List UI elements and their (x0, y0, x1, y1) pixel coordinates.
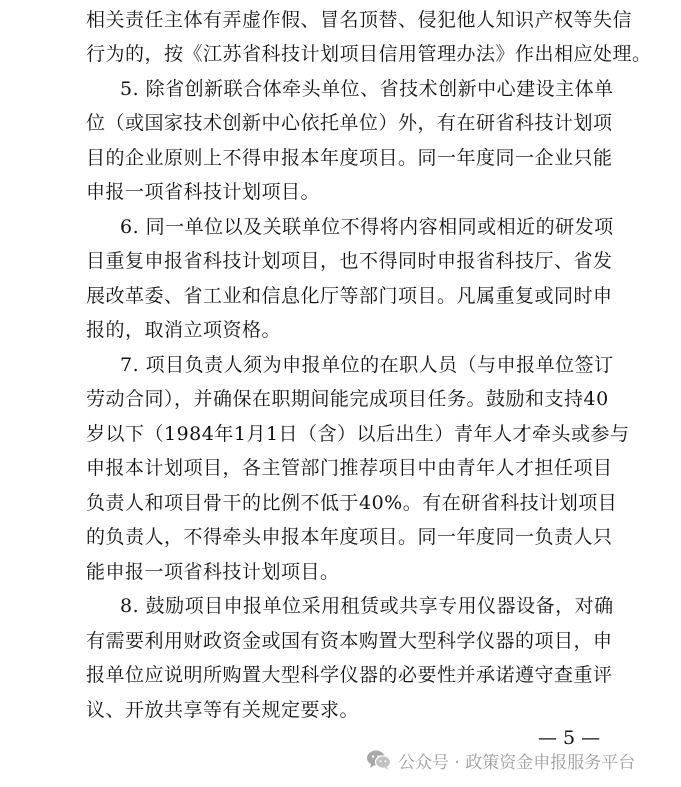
paragraph-line: 能申报一项省科技计划项目。 (86, 561, 340, 583)
watermark (366, 746, 635, 774)
watermark-text: 公众号 · 政策资金申报服务平台 (398, 752, 636, 773)
wechat-icon (366, 749, 392, 771)
paragraph-line: 行为的，按《江苏省科技计划项目信用管理办法》作出相应处理。 (86, 43, 652, 65)
paragraph-line: 负责人和项目骨干的比例不低于40%。有在研省科技计划项目 (86, 492, 618, 514)
paragraph-line: 8. 鼓励项目申报单位采用租赁或共享专用仪器设备，对确 (120, 595, 614, 617)
paragraph-line: 劳动合同），并确保在职期间能完成项目任务。鼓励和支持40 (86, 388, 609, 410)
paragraph-line: 报的，取消立项资格。 (86, 319, 282, 341)
page-number: — 5 — (538, 727, 601, 749)
paragraph-line: 目的企业原则上不得申报本年度项目。同一年度同一企业只能 (86, 147, 613, 169)
paragraph-line: 议、开放共享等有关规定要求。 (86, 699, 360, 721)
paragraph-line: 目重复申报省科技计划项目，也不得同时申报省科技厅、省发 (86, 250, 613, 272)
paragraph-line: 岁以下（1984年1月1日（含）以后出生）青年人才牵头或参与 (86, 423, 630, 445)
paragraph-line: 的负责人，不得牵头申报本年度项目。同一年度同一负责人只 (86, 526, 613, 548)
paragraph-line: 展改革委、省工业和信息化厅等部门项目。凡属重复或同时申 (86, 285, 613, 307)
paragraph-line: 申报本计划项目，各主管部门推荐项目中由青年人才担任项目 (86, 457, 613, 479)
paragraph-line: 申报一项省科技计划项目。 (86, 181, 321, 203)
paragraph-line: 报单位应说明所购置大型科学仪器的必要性并承诺遵守查重评 (86, 664, 613, 686)
paragraph-line: 7. 项目负责人须为申报单位的在职人员（与申报单位签订 (120, 354, 614, 376)
paragraph-line: 6. 同一单位以及关联单位不得将内容相同或相近的研发项 (120, 216, 614, 238)
paragraph-line: 相关责任主体有弄虚作假、冒名顶替、侵犯他人知识产权等失信 (86, 9, 633, 31)
paragraph-line: 有需要利用财政资金或国有资本购置大型科学仪器的项目，申 (86, 630, 613, 652)
paragraph-line: 位（或国家技术创新中心依托单位）外，有在研省科技计划项 (86, 112, 613, 134)
paragraph-line: 5. 除省创新联合体牵头单位、省技术创新中心建设主体单 (120, 78, 614, 100)
